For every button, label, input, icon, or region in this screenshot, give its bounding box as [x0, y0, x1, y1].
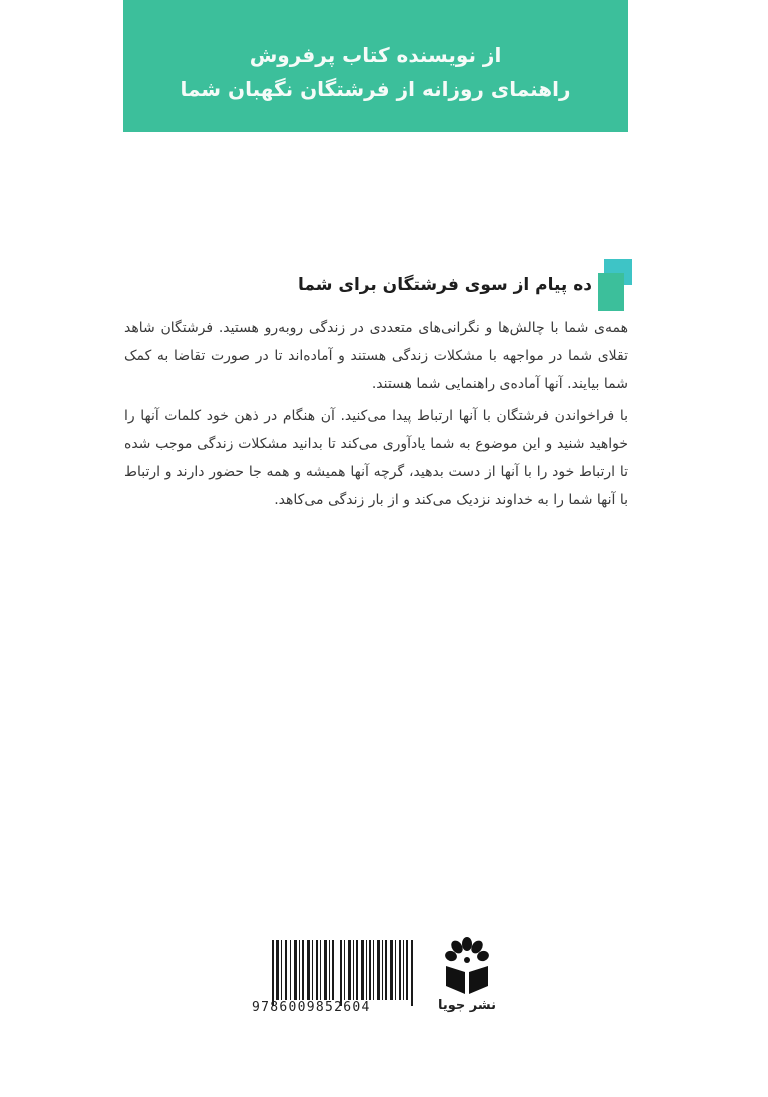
book-flower-logo-icon [444, 936, 490, 994]
paragraph-1: همه‌ی شما با چالش‌ها و نگرانی‌های متعددی در زندگی روبه‌رو هستید. فرشتگان شاهد تقلای شما در مواجهه با مشکلات زندگی هستند و آماده‌اند تا در صورت تقاضا به کمک شما بیایند. آنها آماده‌ی راهنمایی شما هستند. [124, 320, 628, 392]
paragraph-2: با فراخواندن فرشتگان با آنها ارتباط پیدا می‌کنید. آن هنگام در ذهن خود کلمات آنها را خواهید شنید و این موضوع به شما یادآوری می‌کند تا بدانید مشکلات زندگی موجب شده تا ارتباط خود را با آنها از دست بدهید، گرچه آنها همیشه و همه جا حضور دارند و ارتباط با آنها شما را به خداوند نزدیک می‌کند و از بار زندگی می‌کاهد. [124, 408, 628, 508]
banner-line-2: راهنمای روزانه از فرشتگان نگهبان شما [180, 77, 571, 101]
publisher-logo [438, 936, 496, 1022]
barcode-bars-icon [272, 940, 414, 1006]
decor-square-large-icon [598, 273, 624, 311]
section-header [118, 258, 634, 314]
section-title: ده پیام از سوی فرشتگان برای شما [297, 275, 592, 295]
banner-line-1: از نویسنده کتاب پرفروش [249, 43, 502, 67]
isbn-barcode [252, 936, 416, 1022]
top-banner [123, 0, 628, 132]
blurb-section [118, 258, 634, 518]
publisher-name: نشر جویا [437, 998, 496, 1013]
isbn-number: 9786009852604 [252, 1000, 371, 1015]
back-cover-footer [248, 936, 508, 1026]
blurb-body [118, 314, 634, 514]
